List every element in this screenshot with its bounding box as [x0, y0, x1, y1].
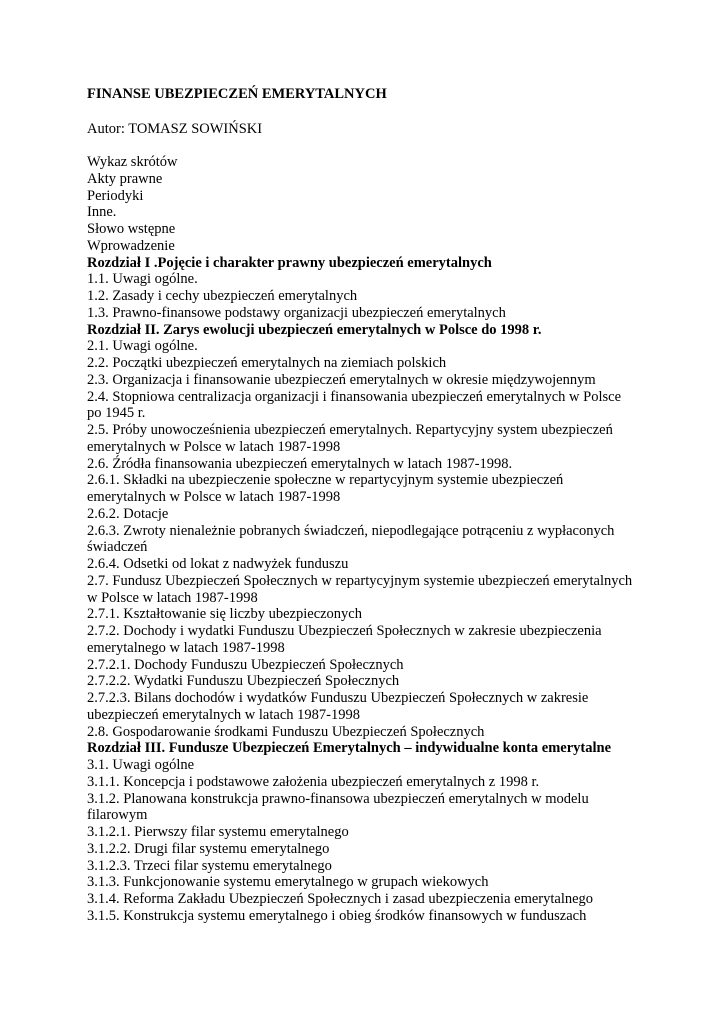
toc-entry: 2.6.1. Składki na ubezpieczenie społeczne w repartycyjnym systemie ubezpieczeń — [87, 472, 564, 489]
toc-entry: w Polsce w latach 1987-1998 — [87, 589, 258, 606]
toc-entry: 3.1.2. Planowana konstrukcja prawno-finansowa ubezpieczeń emerytalnych w modelu — [87, 790, 589, 807]
toc-entry: emerytalnych w Polsce w latach 1987-1998 — [87, 438, 341, 455]
toc-entry: emerytalnych w Polsce w latach 1987-1998 — [87, 489, 341, 505]
toc-entry: Wprowadzenie — [87, 237, 175, 254]
toc-entry: 1.1. Uwagi ogólne. — [87, 271, 198, 288]
toc-entry: ubezpieczeń emerytalnych w latach 1987-1998 — [87, 706, 360, 723]
toc-entry: świadczeń — [87, 539, 148, 556]
toc-entry: 2.7.2.2. Wydatki Funduszu Ubezpieczeń Społecznych — [87, 673, 400, 690]
toc-entry: 2.6.3. Zwroty nienależnie pobranych świadczeń, niepodlegające potrąceniu z wypłaconych — [87, 522, 615, 539]
toc-entry: 2.7.2.3. Bilans dochodów i wydatków Funduszu Ubezpieczeń Społecznych w zakresie — [87, 690, 589, 706]
toc-entry: 3.1.4. Reforma Zakładu Ubezpieczeń Społecznych i zasad ubezpieczenia emerytalnego — [87, 891, 594, 907]
toc-entry: Inne. — [87, 204, 117, 221]
toc-entry: 3.1.5. Konstrukcja systemu emerytalnego i obieg środków finansowych w funduszach — [87, 907, 587, 924]
toc-entry: 1.2. Zasady i cechy ubezpieczeń emerytalnych — [87, 288, 358, 304]
toc-entry: Periodyki — [87, 187, 144, 204]
toc-entry: 2.7.1. Kształtowanie się liczby ubezpieczonych — [87, 606, 362, 623]
toc-entry: 3.1.2.3. Trzeci filar systemu emerytalnego — [87, 857, 332, 874]
toc-entry: 2.3. Organizacja i finansowanie ubezpieczeń emerytalnych w okresie międzywojennym — [87, 371, 596, 388]
toc-entry: 2.7.2.1. Dochody Funduszu Ubezpieczeń Społecznych — [87, 656, 404, 673]
toc-entry: 2.7. Fundusz Ubezpieczeń Społecznych w repartycyjnym systemie ubezpieczeń emerytalnych — [87, 572, 633, 589]
toc-entry: 2.6. Źródła finansowania ubezpieczeń emerytalnych w latach 1987-1998. — [87, 455, 513, 472]
toc-chapter-heading: Rozdział III. Fundusze Ubezpieczeń Emerytalnych – indywidualne konta emerytalne — [87, 740, 612, 757]
toc-chapter-heading: Rozdział I .Pojęcie i charakter prawny ubezpieczeń emerytalnych — [87, 254, 492, 271]
toc-entry: Słowo wstępne — [87, 221, 176, 237]
toc-entry: filarowym — [87, 807, 148, 824]
toc-entry: 3.1. Uwagi ogólne — [87, 757, 195, 773]
toc-entry: 2.5. Próby unowocześnienia ubezpieczeń emerytalnych. Repartycyjny system ubezpieczeń — [87, 422, 613, 438]
toc-entry: 3.1.3. Funkcjonowanie systemu emerytalnego w grupach wiekowych — [87, 874, 489, 891]
document-title: FINANSE UBEZPIECZEŃ EMERYTALNYCH — [87, 86, 387, 102]
toc-entry: po 1945 r. — [87, 405, 146, 422]
toc-chapter-heading: Rozdział II. Zarys ewolucji ubezpieczeń emerytalnych w Polsce do 1998 r. — [87, 321, 542, 338]
toc-entry: emerytalnego w latach 1987-1998 — [87, 639, 285, 656]
document-author: Autor: TOMASZ SOWIŃSKI — [87, 121, 263, 137]
toc-entry: 3.1.2.2. Drugi filar systemu emerytalnego — [87, 840, 330, 857]
toc-entry: 3.1.2.1. Pierwszy filar systemu emerytalnego — [87, 824, 349, 840]
toc-entry: 2.7.2. Dochody i wydatki Funduszu Ubezpieczeń Społecznych w zakresie ubezpieczenia — [87, 623, 602, 639]
toc-entry: 2.8. Gospodarowanie środkami Funduszu Ubezpieczeń Społecznych — [87, 723, 485, 740]
toc-entry: 2.6.2. Dotacje — [87, 505, 169, 522]
toc-entry: 3.1.1. Koncepcja i podstawowe założenia ubezpieczeń emerytalnych z 1998 r. — [87, 773, 540, 790]
toc-entry: 2.2. Początki ubezpieczeń emerytalnych na ziemiach polskich — [87, 355, 447, 371]
toc-entry: 1.3. Prawno-finansowe podstawy organizacji ubezpieczeń emerytalnych — [87, 304, 506, 321]
table-of-contents — [87, 154, 647, 925]
toc-entry: Akty prawne — [87, 170, 163, 187]
toc-entry: Wykaz skrótów — [87, 154, 178, 170]
toc-entry: 2.6.4. Odsetki od lokat z nadwyżek funduszu — [87, 556, 349, 572]
toc-entry: 2.4. Stopniowa centralizacja organizacji i finansowania ubezpieczeń emerytalnych w Polsce — [87, 388, 622, 405]
toc-entry: 2.1. Uwagi ogólne. — [87, 338, 198, 355]
